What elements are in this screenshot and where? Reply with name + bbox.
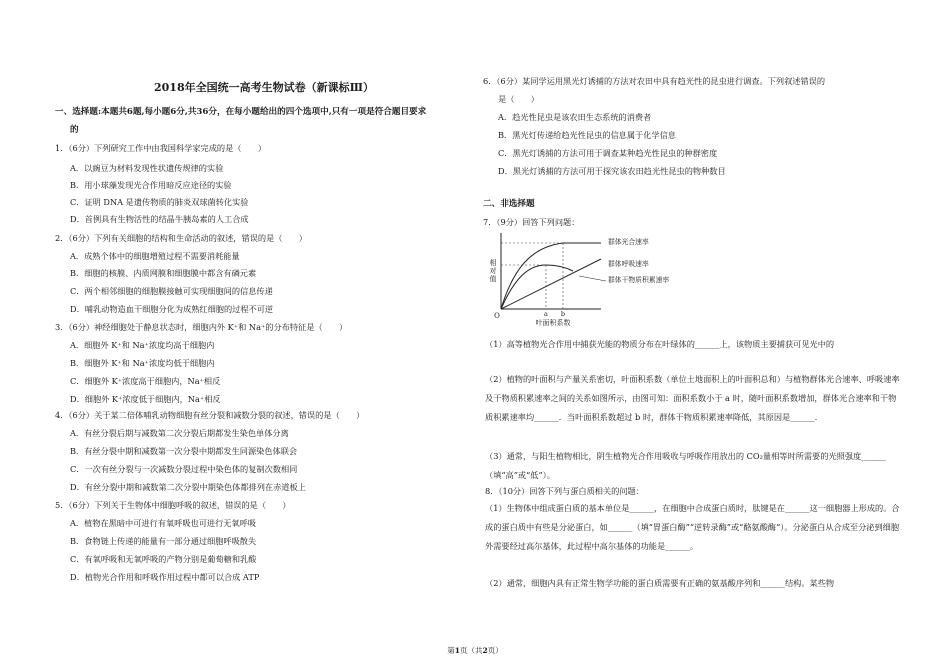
q6-option-d: D．黑光灯诱捕的方法可用于探究该农田趋光性昆虫的物种数目 — [498, 166, 726, 176]
y-axis-label: 对 — [489, 267, 497, 275]
q7-part2: （2）植物的叶面积与产量关系密切，叶面积系数（单位土地面积上的叶面积总和）与植物群体光合速率、呼吸速率及干物质积累速率之间的关系如图所示，由图可知：面积系数小于 a 时，随叶面积系数增加，群体光合速率和干物质积累速率均______．当叶面积系数超过 b 时，群体干物质积累速率降低，其原因是______． — [485, 374, 900, 422]
question-2-stem: 2．（6分）下列有关细胞的结构和生命活动的叙述，错误的是（ ） — [55, 233, 307, 243]
question-2-option-c: C．两个相邻细胞的细胞膜接触可实现细胞间的信息传递 — [70, 286, 273, 296]
footer-text: 页） — [487, 646, 503, 655]
q6-option-c: C．黑光灯诱捕的方法可用于调查某种趋光性昆虫的种群密度 — [498, 148, 718, 158]
page-footer — [0, 645, 950, 656]
legend-label-dry-matter: 群体干物质积累速率 — [608, 276, 670, 284]
q6-stem: 6．（6分）某同学运用黑光灯诱捕的方法对农田中具有趋光性的昆虫进行调查。下列叙述错误的 — [483, 76, 826, 86]
question-2-option-b: B．细胞的核膜、内质网膜和细胞膜中都含有磷元素 — [70, 268, 257, 278]
footer-page-number: 1 — [454, 646, 460, 655]
x-tick-label: a — [544, 310, 548, 318]
leader-line — [579, 276, 606, 281]
question-1-option-d: D．首例具有生物活性的结晶牛胰岛素的人工合成 — [70, 214, 249, 224]
x-tick-label: b — [560, 310, 566, 318]
question-5-option-b: B．食物链上传递的能量有一部分通过细胞呼吸散失 — [70, 536, 257, 546]
question-3-stem: 3．（6分）神经细胞处于静息状态时，细胞内外 K⁺和 Na⁺的分布特征是（ ） — [55, 322, 348, 332]
q6-option-a: A．趋光性昆虫是该农田生态系统的消费者 — [498, 112, 652, 122]
q6-option-b: B．黑光灯传递给趋光性昆虫的信息属于化学信息 — [498, 130, 676, 140]
question-1-stem: 1．（6分）下列研究工作中由我国科学家完成的是（ ） — [55, 143, 267, 153]
question-5-option-a: A．植物在黑暗中可进行有氧呼吸也可进行无氧呼吸 — [70, 518, 257, 528]
page-title: 2018年全国统一高考生物试卷（新课标Ⅲ） — [153, 81, 374, 94]
section2-heading: 二、非选择题 — [483, 199, 535, 209]
question-1-option-b: B．用小球藻发现光合作用暗反应途径的实验 — [70, 180, 232, 190]
question-1-option-c: C．证明 DNA 是遗传物质的肺炎双球菌转化实验 — [70, 197, 249, 207]
q6-stem-cont: 是（ ） — [498, 94, 539, 104]
q7-stem: 7．（9分）回答下列问题： — [483, 217, 580, 227]
q7-part1: （1）高等植物光合作用中捕获光能的物质分布在叶绿体的______上，该物质主要捕获可见光中的 — [485, 339, 835, 349]
question-3-option-b: B．细胞外 K⁺和 Na⁺浓度均低于细胞内 — [70, 358, 215, 368]
origin-label: O — [494, 312, 500, 320]
question-3-option-d: D．细胞外 K⁺浓度低于细胞内，Na⁺相反 — [70, 394, 221, 404]
question-4-stem: 4．（6分）关于某二倍体哺乳动物细胞有丝分裂和减数分裂的叙述，错误的是（ ） — [55, 410, 365, 420]
q8-part2: （2）通常，细胞内具有正常生物学功能的蛋白质需要有正确的氨基酸序列和______结构。某些物 — [485, 578, 835, 588]
question-4-option-d: D．有丝分裂中期和减数第二次分裂中期染色体都排列在赤道板上 — [70, 482, 306, 492]
leaf-area-chart — [483, 229, 723, 329]
x-axis-label: 叶面积系数 — [535, 319, 571, 327]
y-axis-label: 相 — [489, 259, 497, 267]
series-line-respiration — [501, 259, 601, 309]
question-4-option-b: B．有丝分裂中期和减数第一次分裂中期都发生同源染色体联会 — [70, 446, 298, 456]
question-5-option-c: C．有氧呼吸和无氧呼吸的产物分别是葡萄糖和乳酸 — [70, 554, 257, 564]
question-5-option-d: D．植物光合作用和呼吸作用过程中都可以合成 ATP — [70, 572, 260, 582]
question-2-option-d: D．哺乳动物造血干细胞分化为成熟红细胞的过程不可逆 — [70, 304, 274, 314]
legend-label-respiration: 群体呼吸速率 — [608, 260, 649, 268]
footer-text: 第 — [447, 646, 455, 655]
series-line-dry-matter — [501, 265, 573, 309]
series-line-photosynthesis — [501, 243, 601, 309]
question-5-stem: 5．（6分）下列关于生物体中细胞呼吸的叙述，错误的是（ ） — [55, 500, 291, 510]
question-1-option-a: A．以豌豆为材料发现性状遗传规律的实验 — [70, 163, 224, 173]
q8-stem: 8．（10分）回答下列与蛋白质相关的问题： — [485, 486, 644, 496]
section1-heading: 一、选择题:本题共6题,每小题6分,共36分，在每小题给出的四个选项中,只有一项是符合题目要求 — [55, 107, 427, 117]
footer-text: 页（共 — [460, 646, 483, 655]
footer-total-pages: 2 — [482, 646, 488, 655]
question-3-option-a: A．细胞外 K⁺和 Na⁺浓度均高于细胞内 — [70, 340, 215, 350]
q8-part1: （1）生物体中组成蛋白质的基本单位是______，在细胞中合成蛋白质时，肽键是在______这一细胞器上形成的。合成的蛋白质中有些是分泌蛋白，如______（填“胃蛋白酶”“逆转录酶”或“酪氨酸酶”）。分泌蛋白从合成至分泌到细胞外需要经过高尔基体，此过程中高尔基体的功能是______。 — [485, 503, 900, 551]
question-3-option-c: C．细胞外 K⁺浓度高于细胞内，Na⁺相反 — [70, 376, 221, 386]
question-4-option-a: A．有丝分裂后期与减数第二次分裂后期都发生染色单体分离 — [70, 428, 289, 438]
legend-label-photosynthesis: 群体光合速率 — [608, 238, 649, 246]
y-axis-label: 值 — [489, 275, 497, 283]
q7-part3: （3）通常，与阳生植物相比，阴生植物光合作用吸收与呼吸作用放出的 CO₂量相等时所需要的光照强度______（填“高”或“低”）。 — [485, 451, 886, 480]
question-4-option-c: C．一次有丝分裂与一次减数分裂过程中染色体的复制次数相同 — [70, 464, 298, 474]
section1-heading-cont: 的 — [70, 125, 79, 135]
question-2-option-a: A．成熟个体中的细胞增殖过程不需要消耗能量 — [70, 251, 240, 261]
